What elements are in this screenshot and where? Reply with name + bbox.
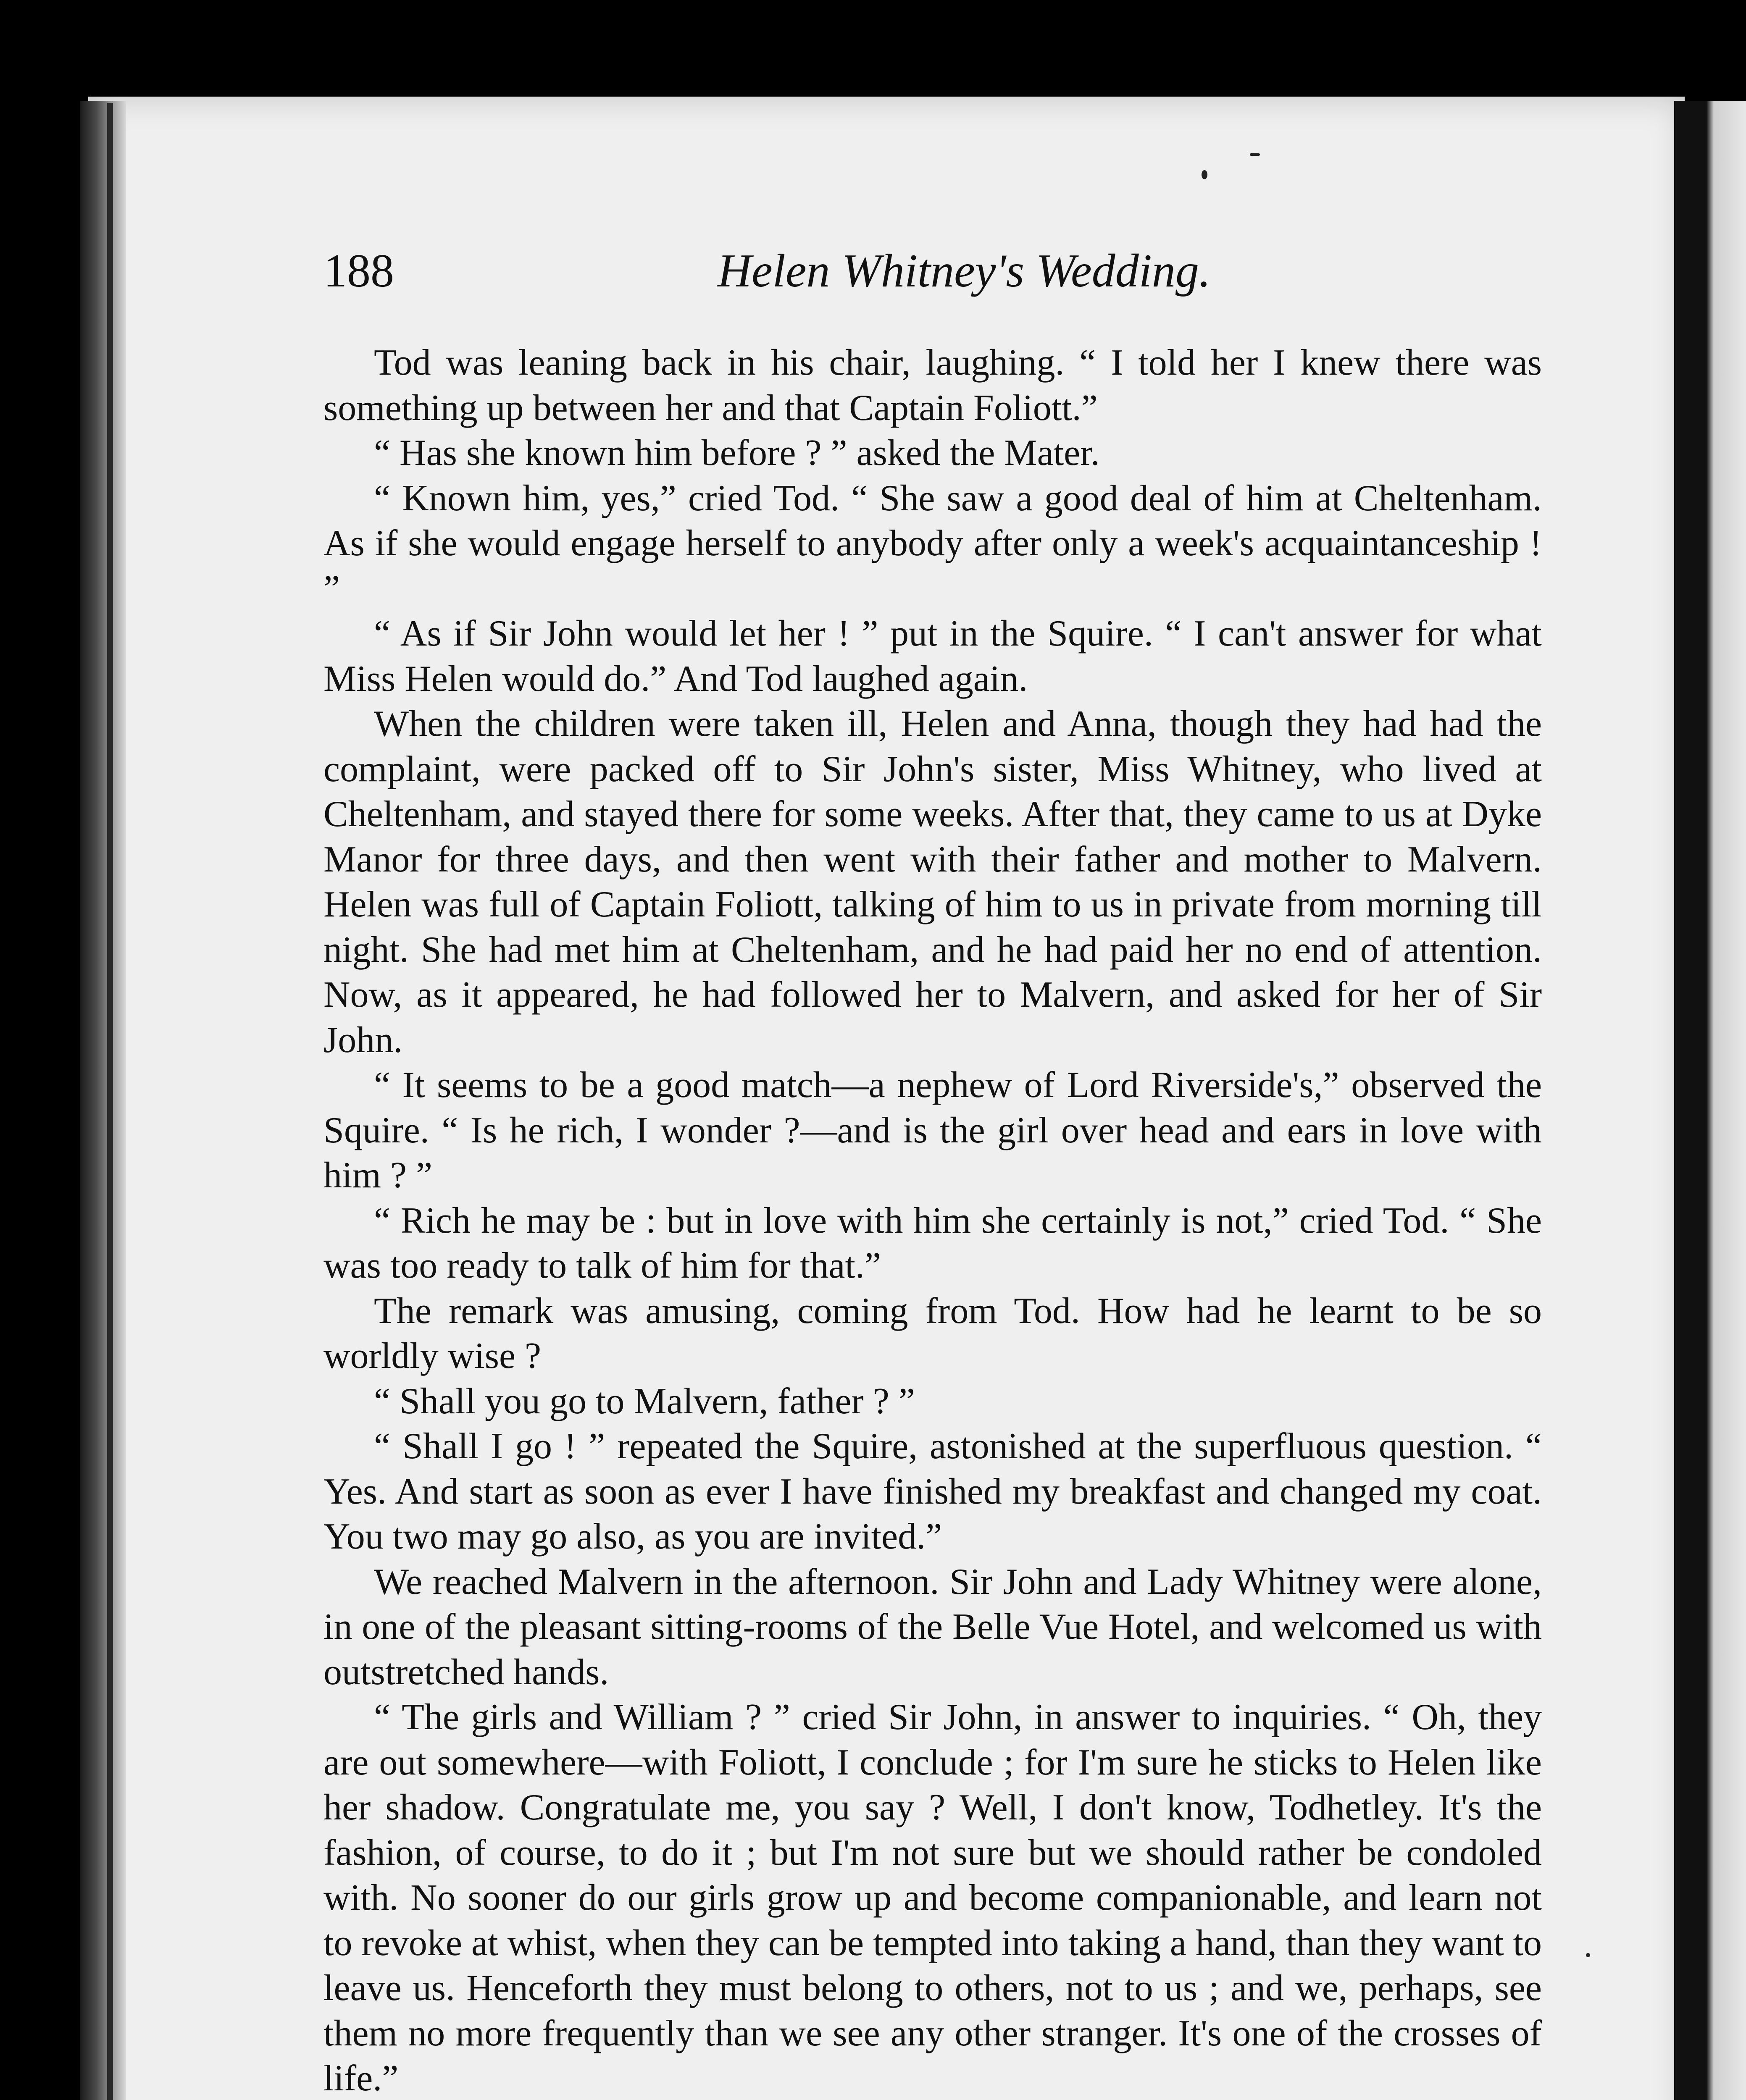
paragraph: We reached Malvern in the afternoon. Sir John and Lady Whitney were alone, in one of the pleasant sitting-rooms of the Belle Vue Hotel, and welcomed us with outstretched hands. [323, 1561, 1542, 1693]
running-title: Helen Whitney's Wedding. [718, 245, 1211, 297]
paragraph: The remark was amusing, coming from Tod. How had he learnt to be so worldly wise ? [323, 1290, 1542, 1376]
paragraph: “ The girls and William ? ” cried Sir John, in answer to inquiries. “ Oh, they are out somewhere—with Foliott, I conclude ; for I'm sure he sticks to Helen like her shadow. Congratulate me, you say ? Well, I don't know, Todhetley. It's the fashion, of course, to do it ; but I'm not sure but we should rather be condoled with. No sooner do our girls grow up and become companionable, and learn not to revoke at whist, when they can be tempted into taking a hand, than they want to leave us. Henceforth they must belong to others, not to us ; and we, perhaps, see them no more frequently than we see any other stranger. It's one of the crosses of life.” [323, 1697, 1542, 2099]
dust-speck [1250, 153, 1260, 156]
page-header [323, 239, 1542, 323]
paragraph: Tod was leaning back in his chair, laughing. “ I told her I knew there was something up between her and that Captain Foliott.” [323, 342, 1542, 428]
page-number: 188 [323, 245, 394, 297]
dust-speck [1586, 1953, 1590, 1957]
facing-page-edge [1674, 101, 1746, 2100]
book-gutter [80, 101, 126, 2100]
paragraph: “ It seems to be a good match—a nephew of Lord Riverside's,” observed the Squire. “ Is he rich, I wonder ?—and is the girl over head and ears in love with him ? ” [323, 1065, 1542, 1196]
paragraph: When the children were taken ill, Helen and Anna, though they had had the complaint, were packed off to Sir John's sister, Miss Whitney, who lived at Cheltenham, and stayed there for some weeks. After that, they came to us at Dyke Manor for three days, and then went with their father and mother to Malvern. Helen was full of Captain Foliott, talking of him to us in private from morning till night. She had met him at Cheltenham, and he had paid her no end of attention. Now, as it appeared, he had followed her to Malvern, and asked for her of Sir John. [323, 704, 1542, 1060]
paragraph: “ Known him, yes,” cried Tod. “ She saw a good deal of him at Cheltenham. As if she would engage herself to anybody after only a week's acquaintanceship ! ” [323, 478, 1542, 609]
paragraph: “ Has she known him before ? ” asked the Mater. [374, 433, 1100, 473]
paragraph: “ Shall I go ! ” repeated the Squire, astonished at the superfluous question. “ Yes. And start as soon as ever I have finished my breakfast and changed my coat. You two may go also, as you are invited.” [323, 1426, 1542, 1557]
paragraph: “ Rich he may be : but in love with him she certainly is not,” cried Tod. “ She was too ready to talk of him for that.” [323, 1200, 1542, 1286]
dust-speck [1202, 170, 1207, 179]
body-text [323, 340, 1542, 2100]
paragraph: “ As if Sir John would let her ! ” put in the Squire. “ I can't answer for what Miss Helen would do.” And Tod laughed again. [323, 613, 1542, 699]
paragraph: “ Shall you go to Malvern, father ? ” [374, 1381, 915, 1422]
gutter-shadow-line [107, 103, 113, 2100]
